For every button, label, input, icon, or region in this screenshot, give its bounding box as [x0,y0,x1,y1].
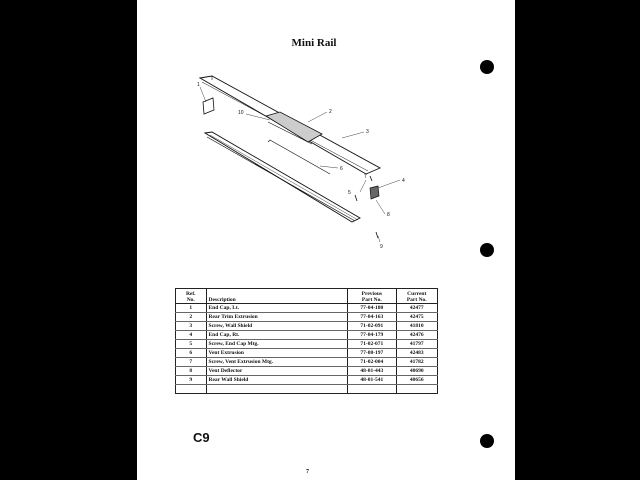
binder-hole [480,434,494,448]
blank-cell [348,385,396,394]
callout-6: 6 [340,166,343,172]
end-cap-left-part [203,98,214,114]
row-description: Screw, Vent Extrusion Mtg. [206,358,348,367]
row-description: Vent Extrusion [206,349,348,358]
callout-9: 9 [380,244,383,250]
row-current-part: 42477 [396,304,438,313]
callout-10: 10 [238,110,244,116]
table-row [176,358,438,367]
table-row [176,340,438,349]
row-current-part: 41797 [396,340,438,349]
vent-extrusion-part [266,112,322,144]
row-ref: 9 [176,376,207,385]
row-description: End Cap, Lt. [206,304,348,313]
parts-list-table [175,288,438,394]
row-previous-part: 71-02-004 [348,358,396,367]
row-ref: 5 [176,340,207,349]
row-ref: 3 [176,322,207,331]
row-previous-part: 77-04-179 [348,331,396,340]
row-current-part: 42483 [396,349,438,358]
callout-2: 2 [329,109,332,115]
callout-4: 4 [402,178,405,184]
row-previous-part: 77-08-197 [348,349,396,358]
row-previous-part: 48-01-541 [348,376,396,385]
row-description: End Cap, Rt. [206,331,348,340]
row-current-part: 40656 [396,376,438,385]
callout-7: 7 [364,174,367,180]
table-row [176,331,438,340]
row-description: Rear Trim Extrusion [206,313,348,322]
row-current-part: 42475 [396,313,438,322]
row-ref: 6 [176,349,207,358]
screws [355,176,378,238]
callout-3: 3 [366,129,369,135]
binder-hole [480,60,494,74]
row-ref: 4 [176,331,207,340]
row-ref: 2 [176,313,207,322]
header-current-part-no: Current Part No. [396,289,438,304]
scan-specks [508,40,518,440]
callout-8: 8 [387,212,390,218]
table-row [176,322,438,331]
section-code: C9 [193,430,210,445]
table-header-row [176,289,438,304]
blank-cell [176,385,207,394]
header-previous-part-no: Previous Part No. [348,289,396,304]
binder-hole [480,243,494,257]
row-previous-part: 71-02-091 [348,322,396,331]
callout-5: 5 [348,190,351,196]
page-number: 7 [306,469,309,475]
header-ref-no: Ref. No. [176,289,207,304]
row-current-part: 42476 [396,331,438,340]
table-row [176,367,438,376]
table-row [176,376,438,385]
row-previous-part: 77-04-163 [348,313,396,322]
row-ref: 8 [176,367,207,376]
exploded-parts-diagram [180,70,420,250]
row-description: Vent Deflector [206,367,348,376]
table-row [176,313,438,322]
blank-cell [206,385,348,394]
row-previous-part: 77-04-180 [348,304,396,313]
row-description: Screw, Wall Shield [206,322,348,331]
row-description: Screw, End Cap Mtg. [206,340,348,349]
row-description: Rear Wall Shield [206,376,348,385]
row-current-part: 40690 [396,367,438,376]
table-row-blank [176,385,438,394]
header-description: Description [206,289,348,304]
page-title: Mini Rail [291,37,337,49]
end-cap-right-part [370,186,379,199]
row-ref: 1 [176,304,207,313]
row-current-part: 41810 [396,322,438,331]
callout-1: 1 [197,82,200,88]
row-ref: 7 [176,358,207,367]
table-row [176,349,438,358]
blank-cell [396,385,438,394]
row-previous-part: 48-01-443 [348,367,396,376]
row-previous-part: 71-02-071 [348,340,396,349]
table-row [176,304,438,313]
row-current-part: 41782 [396,358,438,367]
